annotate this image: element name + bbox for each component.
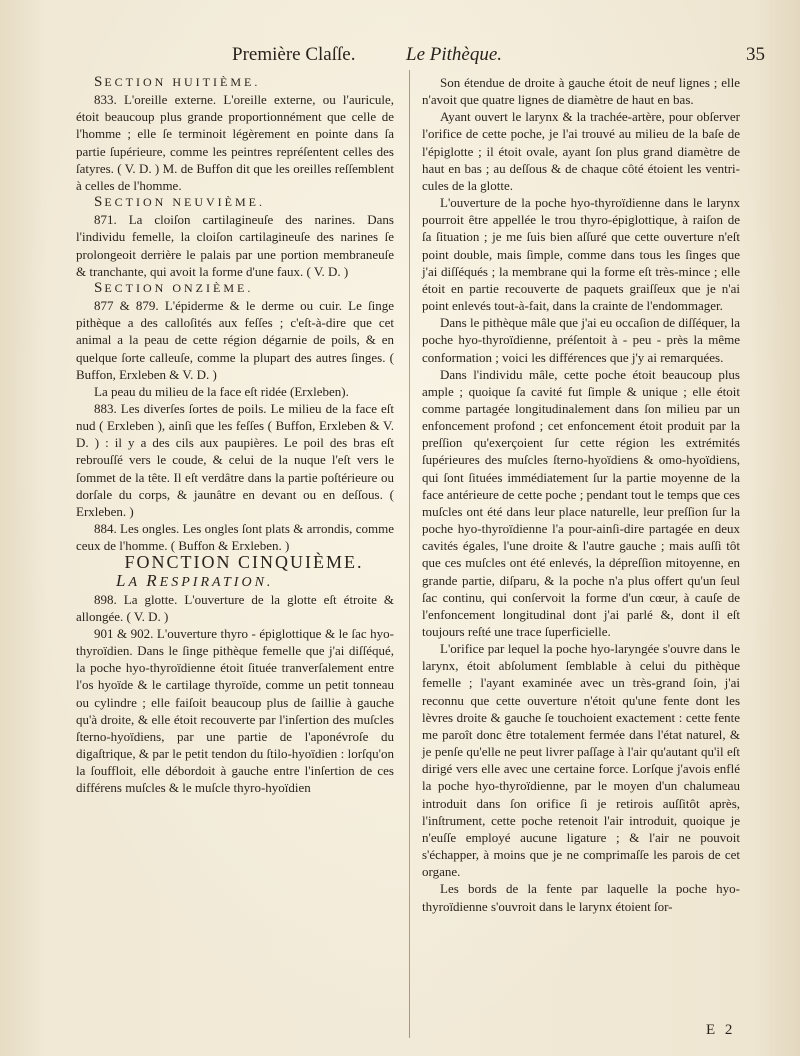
respiration-heading: LA RESPIRATION. — [116, 570, 274, 590]
paragraph-901: 901 & 902. L'ouverture thyro - épiglottique & le ſac hyo-thyroïdien. Dans le ſinge pithèque femelle que j'ai diſſéqué, la poche hyo-thyroïdienne étoit ſituée tranverſalement entre l'os hyoïde & le cartilage thyroïde, comme un petit tonneau ou cylindre ; elle faiſoit beaucoup plus de ſaillie à gauche qu'à droite, & elle étoit recouverte par l'inſertion des muſcles ſterno-hyoïdiens, par une partie de l'aponévroſe du digaſtrique, & par le petit tendon du ſtilo-hyoïdien : lorſqu'on la ſouffloit, elle débordoit à gauche entre l'inſertion de ces différens muſcles & le muſcle thyro-hyoïdien — [76, 626, 394, 796]
paragraph-r7: Les bords de la fente par laquelle la poche hyo-thyroïdienne s'ouvroit dans le larynx étoient ſor- — [422, 881, 740, 914]
right-column — [422, 74, 740, 915]
running-head — [0, 44, 800, 68]
paragraph-871: 871. La cloiſon cartilagineuſe des narines. Dans l'individu femelle, la cloiſon cartilagineuſe des narines ſe prolongeoit derrière le palais par une portion membraneuſe & tranchante, qui avoit la forme d'une faux. ( V. D. ) — [76, 212, 394, 279]
paragraph-884: 884. Les ongles. Les ongles ſont plats & arrondis, comme ceux de l'homme. ( Buffon & Erxleben. ) — [76, 521, 394, 554]
paragraph-877: 877 & 879. L'épiderme & le derme ou cuir. Le ſinge pithèque a des calloſités aux feſſes ; c'eſt-à-dire que cet animal a la peau de cette région dégarnie de poils, & en quelque ſorte calleuſe, comme la plupart des autres ſinges. ( Buffon, Erxleben & V. D. ) — [76, 298, 394, 382]
paragraph-r5: Dans l'individu mâle, cette poche étoit beaucoup plus ample ; quoique ſa cavité fut ſimple & unique ; elle étoit comme partagée longitudinalement dans ſon milieu par un enfoncement profond ; cet enfoncement étoit produit par la preſſion qu'exerçoient ſur cette région les extrémités ſupérieures des muſcles ſterno-hyoïdiens & omo-hyoïdiens, qui ſont ſituées immédiatement ſur la partie moyenne de la face antérieure de cette poche ; pendant tout le temps que ces muſcles ont été dans leur place naturelle, leur preſſion ſur la poche hyo-thyroïdienne l'a pour-ainſi-dire partagée en deux cavités égales, l'une droite & l'autre gauche ; mais auſſi tôt que ces muſcles ont été enlevés, la dépreſſion mitoyenne, en grande partie, diſparu, & la poche n'a plus offert qu'un ſeul ſac continu, qui conſervoit la forme d'un cœur, à cauſe de l'enfoncement longitudinal dont j'ai parlé &, dont il eſt toujours reſté une trace ſuperficielle. — [422, 366, 740, 639]
paragraph-r6: L'orifice par lequel la poche hyo-laryngée s'ouvre dans le larynx, étoit abſolument ſemblable à celui du pithèque femelle ; l'ayant examinée avec un très-grand ſoin, j'ai reconnu que cette ouverture n'étoit qu'une fente dont les lèvres droite & gauche ſe touchoient exactement : cette fente me paroît donc être totalement fermée dans l'état naturel, & je penſe qu'elle ne peut livrer paſſage à l'air qu'autant qu'il eſt dirigé vers elle avec une certaine force. Lorſque j'avois enflé la poche hyo-thyroïdienne, par le moyen d'un chalumeau introduit dans ſon orifice ſi je retirois auſſitôt après, l'inſtrument, cette poche retenoit l'air introduit, quoique je n'euſſe employé aucune ligature ; & l'air ne pouvoit s'échapper, à moins que je ne comprimaſſe les parois de cet organe. — [422, 641, 740, 880]
paragraph-r1: Son étendue de droite à gauche étoit de neuf lignes ; elle n'avoit que quatre lignes de diamètre de haut en bas. — [422, 75, 740, 108]
fonction-heading: FONCTION CINQUIÈME. — [124, 552, 364, 573]
paragraph-r4: Dans le pithèque mâle que j'ai eu occaſion de diſſéquer, la poche hyo-thyroïdienne, préſentoit à - peu - près la même conformation ; voici les différences que j'y ai remarquées. — [422, 315, 740, 365]
paragraph-877b: La peau du milieu de la face eſt ridée (Erxleben). — [94, 383, 349, 399]
paragraph-898: 898. La glotte. L'ouverture de la glotte eſt étroite & allongée. ( V. D. ) — [76, 591, 394, 624]
page-number: 35 — [746, 44, 765, 65]
running-head-title: Le Pithèque. — [406, 44, 503, 65]
left-column — [76, 74, 394, 797]
paragraph-883: 883. Les diverſes ſortes de poils. Le milieu de la face eſt nud ( Erxleben ), ainſi que les feſſes ( Buffon, Erxleben & V. D. ) : il y a des cils aux paupières. Le poil des bras eſt rebrouſſé vers le coude, & celui de la nuque l'eſt vers le ſommet de la tête. Il eſt verdâtre dans la partie poſtérieure ou dorſale du corps, & jaunâtre en devant ou en deſſous. ( Erxleben. ) — [76, 400, 394, 519]
paragraph-833: 833. L'oreille externe. L'oreille externe, ou l'auricule, étoit beaucoup plus grande proportionnément que celle de l'homme ; elle ſe terminoit légèrement en pointe dans ſa partie ſupérieure, comme les peintres repréſentent celles des ſatyres. ( V. D. ) M. de Buffon dit que les oreilles reſſemblent à celles de l'homme. — [76, 92, 394, 193]
paragraph-r3: L'ouverture de la poche hyo-thyroïdienne dans le larynx pourroit être appellée le trou thyro-épiglottique, à raiſon de ſa ſituation ; je me ſuis bien aſſuré que cette ouverture n'eſt point double, mais ſimple, comme dans tous les ſinges que j'ai diſſéqués ; la membrane qui la forme eſt très-mince ; elle étoit en partie recouverte de paquets graiſſeux que je n'ai point enlevés tout-à-fait, dans la crainte de l'endommager. — [422, 195, 740, 314]
running-head-class: Première Claſſe. — [232, 44, 356, 65]
column-divider — [409, 70, 410, 1038]
signature-mark: E 2 — [706, 1022, 736, 1038]
section-heading-8: SECTION HUITIÈME. — [94, 74, 261, 90]
paragraph-r2: Ayant ouvert le larynx & la trachée-artère, pour obſerver l'orifice de cette poche, je l'ai trouvé au milieu de la baſe de l'épiglotte ; il étoit ovale, ayant ſon plus grand diamètre de haut en bas ; au deſſous & de chaque côté étoient les ventricules de la glotte. — [422, 109, 740, 193]
section-heading-9: SECTION NEUVIÈME. — [94, 194, 265, 211]
section-heading-11: SECTION ONZIÈME. — [94, 279, 254, 296]
